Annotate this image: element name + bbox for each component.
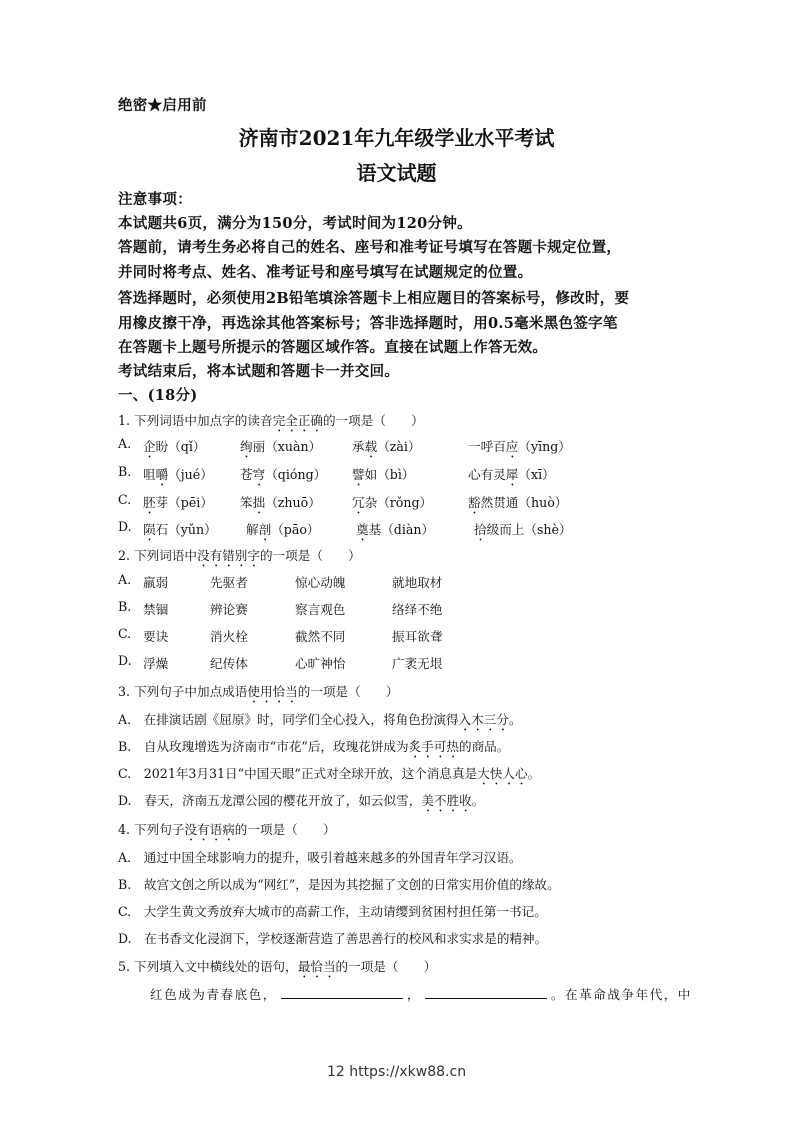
note-line: 考试结束后，将本试题和答题卡一并交回。 — [118, 363, 400, 380]
passage-separator: ， — [406, 987, 421, 1002]
option-item — [210, 626, 248, 645]
q1-option-d — [118, 519, 678, 537]
emphasized-text: 豁 — [468, 495, 481, 510]
text-segment: 络绎不绝 — [392, 602, 443, 617]
text-segment: 如（bì） — [364, 467, 415, 482]
text-segment: 4. 下列句子 — [118, 822, 185, 837]
option-item — [295, 653, 345, 672]
text-segment: 一呼百 — [468, 439, 506, 454]
option-item — [468, 492, 567, 517]
text-segment: （zhuō） — [265, 495, 321, 510]
option-label: C. — [118, 492, 132, 507]
text-segment: 丽（xuàn） — [252, 439, 322, 454]
text-segment: 羸弱 — [143, 575, 169, 590]
section-heading: 一、(18分) — [118, 387, 198, 404]
q2-option-d — [118, 653, 678, 671]
q4-option-a: A. 通过中国全球影响力的提升，吸引着越来越多的外国青年学习汉语。 — [118, 850, 522, 865]
emphasized-text: 绚 — [240, 439, 253, 454]
text-segment: 的一项是（ ） — [322, 413, 424, 428]
note-line: 本试题共6页，满分为150分，考试时间为120分钟。 — [118, 215, 472, 232]
q2-stem — [118, 545, 361, 570]
text-segment: 心有灵 — [468, 467, 506, 482]
text-segment: 截然不同 — [295, 629, 346, 644]
q3-stem — [118, 681, 399, 706]
passage-text: 。在革命战争年代，中 — [550, 987, 692, 1002]
option-item — [295, 572, 345, 591]
text-segment: 。 — [527, 766, 541, 781]
option-item — [240, 492, 321, 517]
note-line: 答题前，请考生务必将自己的姓名、座号和准考证号填写在答题卡规定位置， — [118, 239, 622, 256]
q5-stem — [118, 956, 436, 981]
text-segment: 的一项是（ ） — [335, 959, 437, 974]
text-segment: 解 — [246, 522, 259, 537]
text-segment: 3. 下列句子中加点成语 — [118, 684, 248, 699]
option-label: A. — [118, 572, 132, 587]
option-item — [143, 464, 213, 489]
fill-blank-1[interactable] — [281, 986, 403, 999]
option-item — [295, 626, 345, 645]
text-segment: 禁锢 — [143, 602, 169, 617]
option-item — [352, 436, 421, 461]
text-segment: 杂（rǒng） — [364, 495, 433, 510]
text-segment: （qióng） — [265, 467, 327, 482]
option-item — [392, 572, 442, 591]
option-item — [468, 436, 571, 461]
text-segment: 浮燥 — [143, 656, 169, 671]
text-segment: B. 自从玫瑰增选为济南市“市花”后，玫瑰花饼成为 — [118, 739, 409, 754]
emphasized-text: 陨 — [143, 522, 156, 537]
text-segment: 察言观色 — [295, 602, 346, 617]
note-line: 在答题卡上题号所提示的答题区域作答。直接在试题上作答无效。 — [118, 339, 548, 356]
text-segment: 心旷神怡 — [295, 656, 346, 671]
text-segment: （jué） — [168, 467, 213, 482]
option-item — [240, 436, 321, 461]
text-segment: 然贯通（huò） — [480, 495, 568, 510]
text-segment: 石（yǔn） — [155, 522, 217, 537]
text-segment: 2. 下列词语中 — [118, 548, 197, 563]
option-item — [474, 519, 572, 544]
option-item — [240, 464, 326, 489]
text-segment: A. 在排演话剧《屈原》时，同学们全心投入，将角色扮演得 — [118, 712, 459, 727]
option-item — [143, 626, 168, 645]
text-segment: 级而上（shè） — [486, 522, 572, 537]
emphasized-text: 奠 — [356, 522, 369, 537]
emphasized-text: 冗 — [352, 495, 365, 510]
emphasized-text: 穹 — [252, 467, 266, 482]
option-item — [352, 464, 414, 489]
q3-option-b — [118, 736, 509, 761]
emphasized-text: 拙 — [252, 495, 266, 510]
option-item — [143, 599, 168, 618]
emphasized-text: 企 — [143, 439, 156, 454]
option-item — [210, 653, 248, 672]
text-segment: 消火栓 — [210, 629, 248, 644]
option-item — [143, 519, 217, 544]
passage-text: 红色成为青春底色， — [150, 987, 277, 1002]
option-label: C. — [118, 626, 132, 641]
option-item — [143, 653, 168, 672]
emphasized-text: 完全正确 — [272, 413, 323, 428]
emphasized-text: 剖 — [258, 522, 272, 537]
text-segment: 盼（qǐ） — [155, 439, 206, 454]
note-line: 并同时将考点、姓名、准考证号和座号填写在试题规定的位置。 — [118, 264, 533, 281]
option-item — [210, 572, 248, 591]
text-segment: 苍 — [240, 467, 253, 482]
q1-option-a — [118, 436, 678, 454]
q4-option-b: B. 故宫文创之所以成为“网红”，是因为其挖掘了文创的日常实用价值的缘故。 — [118, 877, 560, 892]
text-segment: 。 — [508, 712, 522, 727]
text-segment: （pāo） — [271, 522, 320, 537]
text-segment: C. 2021年3月31日“中国天眼”正式对全球开放，这个消息真是 — [118, 766, 478, 781]
option-item — [352, 492, 432, 517]
option-item — [392, 653, 442, 672]
text-segment: 笨 — [240, 495, 253, 510]
text-segment: 振耳欲聋 — [392, 629, 443, 644]
q3-option-c — [118, 763, 540, 788]
notes-heading: 注意事项： — [118, 191, 192, 208]
text-segment: 的一项是（ ） — [259, 548, 361, 563]
option-item — [246, 519, 320, 544]
emphasized-text: 胚 — [143, 495, 156, 510]
emphasized-text: 没有语病 — [184, 822, 235, 837]
option-label: B. — [118, 464, 132, 479]
text-segment: 辨论赛 — [210, 602, 248, 617]
note-line: 答选择题时，必须使用2B铅笔填涂答题卡上相应题目的答案标号，修改时，要 — [118, 290, 630, 307]
emphasized-text: 没有错别字 — [197, 548, 260, 563]
text-segment: （xī） — [518, 467, 555, 482]
q4-option-c: C. 大学生黄文秀放弃大城市的高薪工作，主动请缨到贫困村担任第一书记。 — [118, 904, 547, 919]
q1-option-b — [118, 464, 678, 482]
q2-option-b — [118, 599, 678, 617]
option-item — [210, 599, 248, 618]
option-label: A. — [118, 436, 132, 451]
emphasized-text: 譬 — [352, 467, 365, 482]
q3-option-d — [118, 790, 484, 815]
option-item — [356, 519, 434, 544]
text-segment: 承 — [352, 439, 365, 454]
emphasized-text: 嚼 — [155, 467, 169, 482]
emphasized-text: 最恰当 — [297, 959, 336, 974]
text-segment: 惊心动魄 — [295, 575, 346, 590]
option-item — [392, 599, 442, 618]
q4-stem — [118, 819, 336, 844]
option-item — [143, 572, 168, 591]
exam-subtitle: 语文试题 — [356, 161, 437, 185]
confidential-label: 绝密★启用前 — [118, 97, 207, 114]
option-item — [392, 626, 442, 645]
option-item — [143, 492, 213, 517]
text-segment: 咀 — [143, 467, 156, 482]
q1-option-c — [118, 492, 678, 510]
emphasized-text: 载 — [364, 439, 378, 454]
option-item — [143, 436, 205, 461]
text-segment: 就地取材 — [392, 575, 443, 590]
text-segment: 的一项是（ ） — [297, 684, 399, 699]
text-segment: 的一项是（ ） — [234, 822, 336, 837]
option-item — [468, 464, 555, 489]
text-segment: 的商品。 — [458, 739, 510, 754]
page-footer: 12 https://xkw88.cn — [326, 1064, 467, 1080]
q2-option-c — [118, 626, 678, 644]
text-segment: 芽（pēi） — [155, 495, 213, 510]
text-segment: 1. 下列词语中加点字的读音 — [118, 413, 273, 428]
text-segment: 纪传体 — [210, 656, 248, 671]
emphasized-text: 使用恰当 — [247, 684, 298, 699]
text-segment: （yīng） — [518, 439, 571, 454]
text-segment: 。 — [471, 793, 485, 808]
q1-stem — [118, 410, 424, 435]
option-label: D. — [118, 519, 132, 534]
text-segment: 广袤无垠 — [392, 656, 443, 671]
exam-title: 济南市2021年九年级学业水平考试 — [238, 126, 555, 150]
text-segment: 要诀 — [143, 629, 169, 644]
text-segment: 5. 下列填入文中横线处的语句， — [118, 959, 298, 974]
fill-blank-2[interactable] — [425, 986, 547, 999]
emphasized-text: 炙手可热 — [408, 739, 459, 754]
option-label: D. — [118, 653, 132, 668]
q4-option-d: D. 在书香文化浸润下，学校逐渐营造了善思善行的校风和求实求是的精神。 — [118, 931, 548, 946]
emphasized-text: 美不胜收 — [421, 793, 472, 808]
option-label: B. — [118, 599, 132, 614]
emphasized-text: 入木三分 — [458, 712, 509, 727]
q3-option-a — [118, 709, 522, 734]
emphasized-text: 应 — [505, 439, 519, 454]
note-line: 用橡皮擦干净，再选涂其他答案标号；答非选择题时，用0.5毫米黑色签字笔 — [118, 315, 618, 332]
option-item — [295, 599, 345, 618]
text-segment: 基（diàn） — [368, 522, 435, 537]
emphasized-text: 大快人心 — [477, 766, 528, 781]
emphasized-text: 拾 — [474, 522, 487, 537]
text-segment: 先驱者 — [210, 575, 248, 590]
q2-option-a — [118, 572, 678, 590]
text-segment: （zài） — [377, 439, 421, 454]
text-segment: D. 春天，济南五龙潭公园的樱花开放了，如云似雪， — [118, 793, 422, 808]
q5-passage — [150, 984, 692, 1003]
emphasized-text: 犀 — [505, 467, 519, 482]
